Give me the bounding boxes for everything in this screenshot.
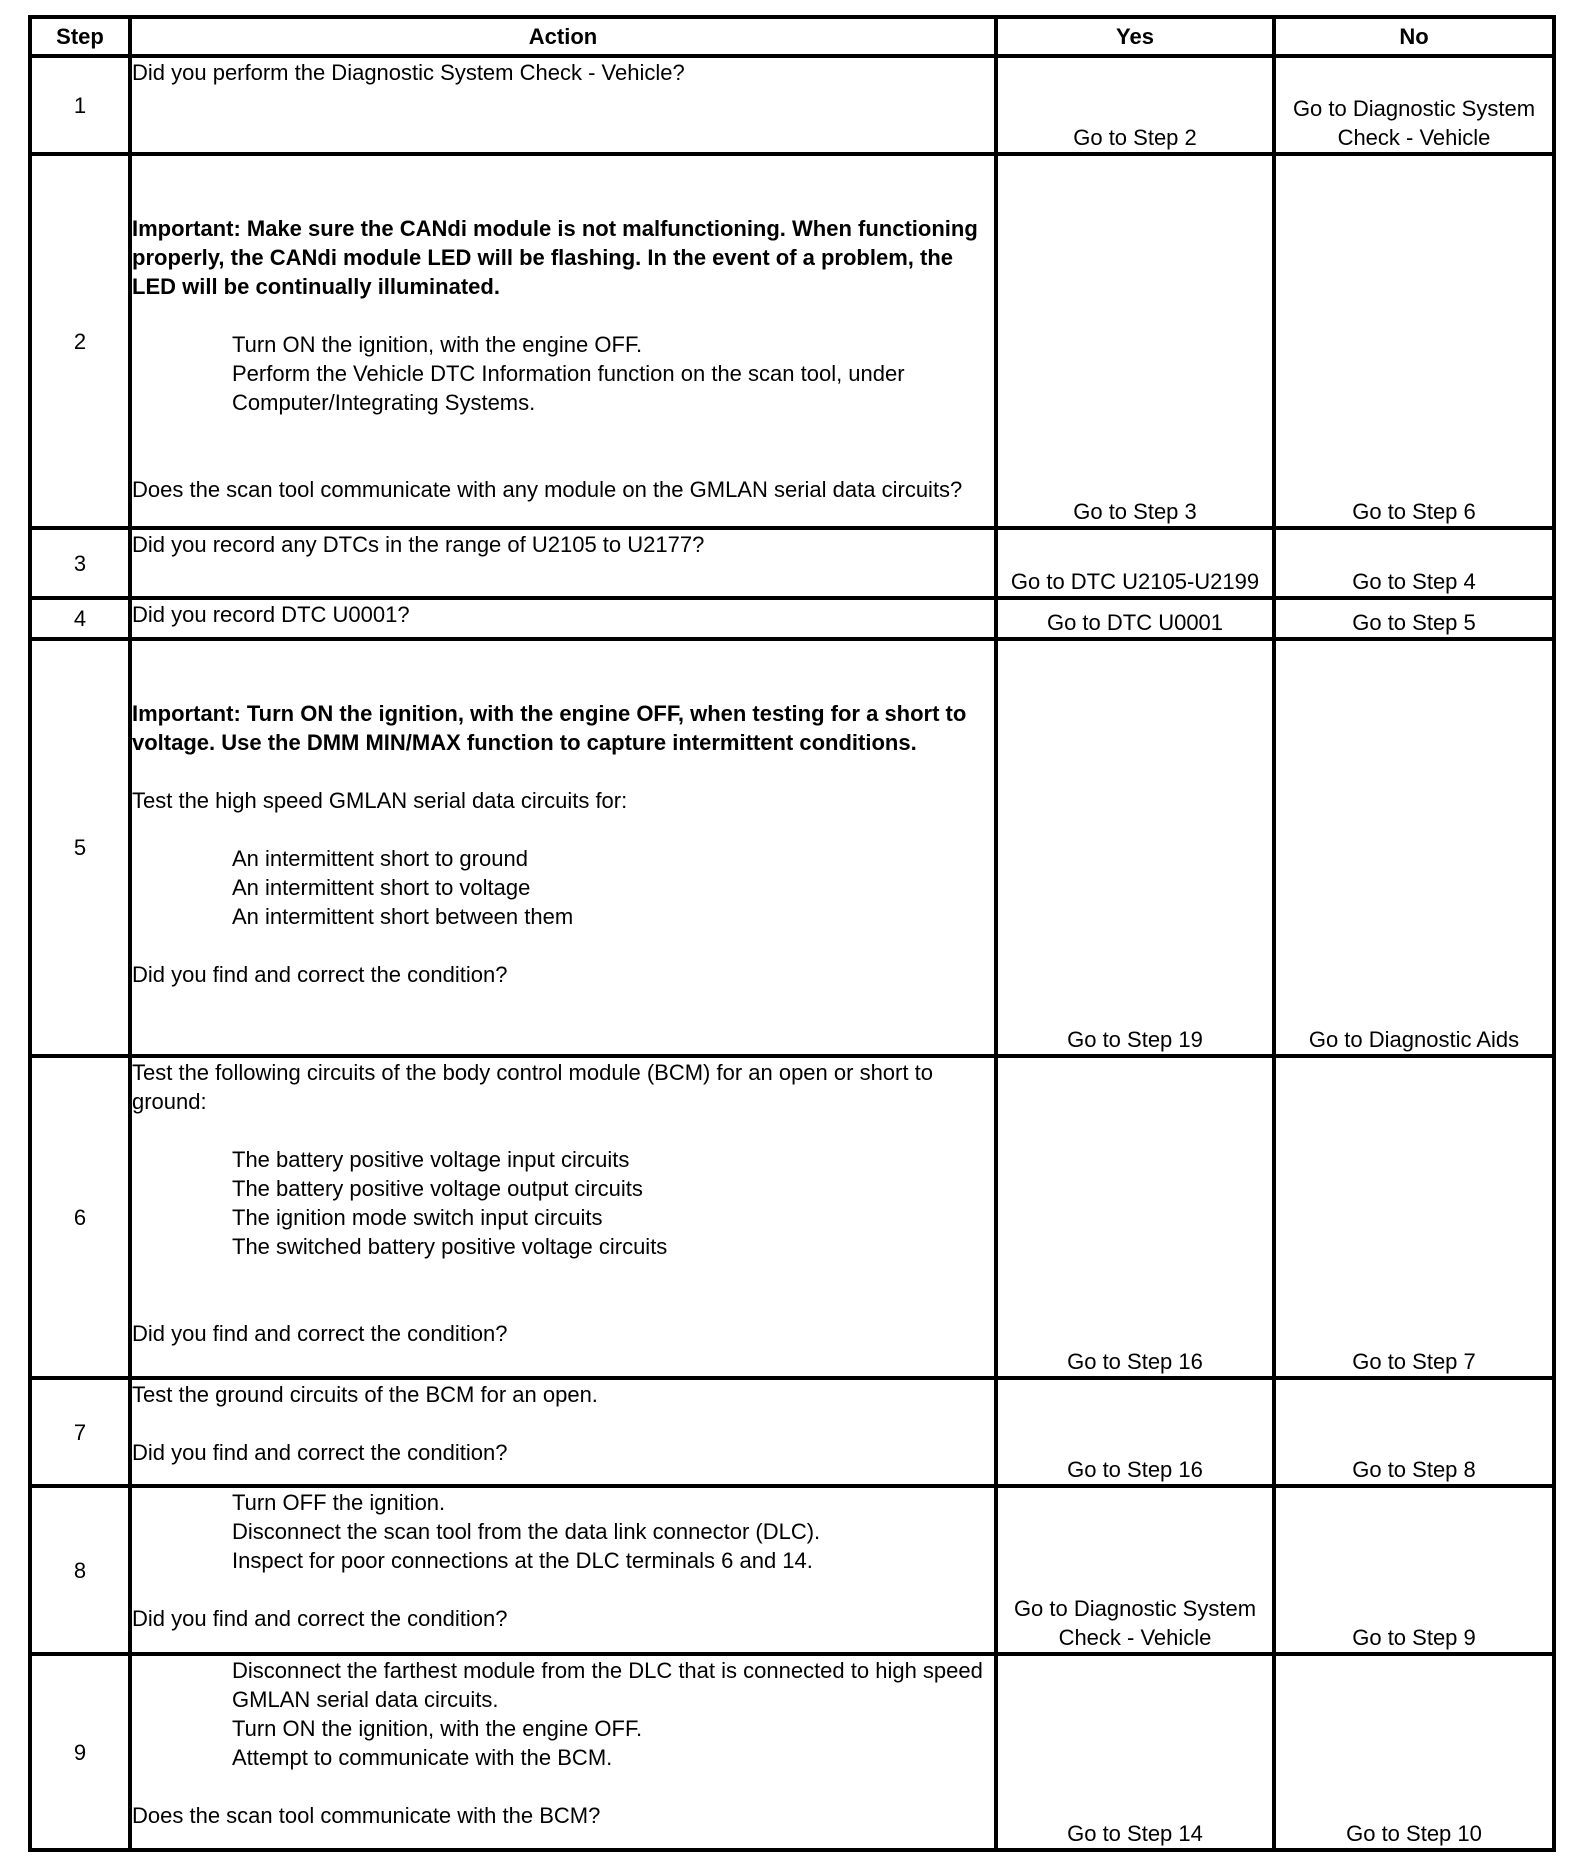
procedure-step: Disconnect the scan tool from the data link connector (DLC). — [232, 1519, 821, 1544]
yes-cell — [996, 1486, 1274, 1654]
no-result: Go to Step 7 — [1352, 1349, 1476, 1374]
no-result: Go to Diagnostic System Check - Vehicle — [1292, 96, 1536, 150]
list-item: An intermittent short to voltage — [232, 875, 531, 900]
procedure-step: Attempt to communicate with the BCM. — [232, 1745, 613, 1770]
no-cell — [1274, 598, 1554, 639]
table-row — [30, 639, 1554, 1056]
no-result: Go to Step 8 — [1352, 1457, 1476, 1482]
action-question: Does the scan tool communicate with any module on the GMLAN serial data circuits? — [132, 477, 963, 502]
header-action: Action — [130, 17, 996, 56]
action-cell — [130, 154, 996, 528]
no-result: Go to Diagnostic Aids — [1308, 1027, 1520, 1052]
yes-cell — [996, 639, 1274, 1056]
list-item: The battery positive voltage output circuits — [232, 1176, 643, 1201]
procedure-step: Inspect for poor connections at the DLC terminals 6 and 14. — [232, 1548, 813, 1573]
list-item: An intermittent short between them — [232, 904, 574, 929]
important-note: Important: Make sure the CANdi module is not malfunctioning. When functioning properly, the CANdi module LED will be flashing. In the event of a problem, the LED will be continually illuminated. — [132, 216, 978, 299]
action-cell — [130, 56, 996, 154]
header-step: Step — [30, 17, 130, 56]
action-cell — [130, 1056, 996, 1378]
step-number: 8 — [30, 1486, 130, 1654]
yes-result: Go to DTC U2105-U2199 — [1010, 569, 1260, 594]
action-cell — [130, 1378, 996, 1486]
action-intro: Test the ground circuits of the BCM for an open. — [132, 1382, 598, 1407]
table-row — [30, 154, 1554, 528]
no-cell — [1274, 1378, 1554, 1486]
no-result: Go to Step 5 — [1352, 610, 1476, 635]
action-question: Did you find and correct the condition? — [132, 1606, 508, 1631]
yes-result: Go to Step 2 — [1073, 125, 1197, 150]
step-number: 4 — [30, 598, 130, 639]
action-cell — [130, 639, 996, 1056]
table-row — [30, 1654, 1554, 1850]
no-cell — [1274, 1654, 1554, 1850]
yes-result: Go to Step 19 — [1067, 1027, 1203, 1052]
action-text: Did you perform the Diagnostic System Check - Vehicle? — [132, 60, 685, 85]
action-cell — [130, 1654, 996, 1850]
step-number: 2 — [30, 154, 130, 528]
yes-result: Go to Step 14 — [1067, 1821, 1203, 1846]
action-question: Did you find and correct the condition? — [132, 1321, 508, 1346]
procedure-step: Perform the Vehicle DTC Information function on the scan tool, under Computer/Integrating Systems. — [232, 361, 905, 415]
yes-cell — [996, 598, 1274, 639]
table-row — [30, 1056, 1554, 1378]
action-question: Does the scan tool communicate with the BCM? — [132, 1803, 601, 1828]
yes-cell — [996, 1654, 1274, 1850]
yes-cell — [996, 528, 1274, 598]
procedure-step: Turn ON the ignition, with the engine OFF. — [232, 332, 643, 357]
table-row — [30, 1378, 1554, 1486]
step-number: 7 — [30, 1378, 130, 1486]
list-item: The battery positive voltage input circuits — [232, 1147, 630, 1172]
yes-cell — [996, 56, 1274, 154]
action-intro: Test the high speed GMLAN serial data circuits for: — [132, 788, 628, 813]
no-result: Go to Step 9 — [1352, 1625, 1476, 1650]
step-number: 9 — [30, 1654, 130, 1850]
yes-cell — [996, 154, 1274, 528]
yes-result: Go to DTC U0001 — [1046, 610, 1224, 635]
action-text: Did you record any DTCs in the range of U2105 to U2177? — [132, 532, 705, 557]
no-cell — [1274, 154, 1554, 528]
no-result: Go to Step 6 — [1352, 499, 1476, 524]
no-cell — [1274, 528, 1554, 598]
header-row — [30, 17, 1554, 56]
table-row — [30, 56, 1554, 154]
action-cell — [130, 598, 996, 639]
procedure-step: Disconnect the farthest module from the DLC that is connected to high speed GMLAN serial data circuits. — [232, 1658, 983, 1712]
action-intro: Test the following circuits of the body control module (BCM) for an open or short to ground: — [132, 1060, 933, 1114]
procedure-step: Turn OFF the ignition. — [232, 1490, 446, 1515]
list-item: An intermittent short to ground — [232, 846, 528, 871]
step-number: 5 — [30, 639, 130, 1056]
table-row — [30, 528, 1554, 598]
no-cell — [1274, 639, 1554, 1056]
no-result: Go to Step 10 — [1346, 1821, 1482, 1846]
header-yes: Yes — [996, 17, 1274, 56]
table-row — [30, 598, 1554, 639]
yes-result: Go to Step 3 — [1073, 499, 1197, 524]
header-no: No — [1274, 17, 1554, 56]
yes-cell — [996, 1378, 1274, 1486]
action-cell — [130, 1486, 996, 1654]
diagnostic-table — [28, 15, 1556, 1852]
list-item: The ignition mode switch input circuits — [232, 1205, 603, 1230]
step-number: 1 — [30, 56, 130, 154]
step-number: 6 — [30, 1056, 130, 1378]
yes-result: Go to Step 16 — [1067, 1457, 1203, 1482]
step-number: 3 — [30, 528, 130, 598]
yes-result: Go to Step 16 — [1067, 1349, 1203, 1374]
no-cell — [1274, 1486, 1554, 1654]
action-cell — [130, 528, 996, 598]
action-text: Did you record DTC U0001? — [132, 602, 410, 627]
yes-cell — [996, 1056, 1274, 1378]
list-item: The switched battery positive voltage circuits — [232, 1234, 668, 1259]
no-cell — [1274, 56, 1554, 154]
procedure-step: Turn ON the ignition, with the engine OFF. — [232, 1716, 643, 1741]
no-cell — [1274, 1056, 1554, 1378]
yes-result: Go to Diagnostic System Check - Vehicle — [1013, 1596, 1257, 1650]
important-note: Important: Turn ON the ignition, with the engine OFF, when testing for a short to voltage. Use the DMM MIN/MAX function to capture intermittent conditions. — [132, 701, 967, 755]
table-row — [30, 1486, 1554, 1654]
no-result: Go to Step 4 — [1352, 569, 1476, 594]
action-question: Did you find and correct the condition? — [132, 1440, 508, 1465]
action-question: Did you find and correct the condition? — [132, 962, 508, 987]
